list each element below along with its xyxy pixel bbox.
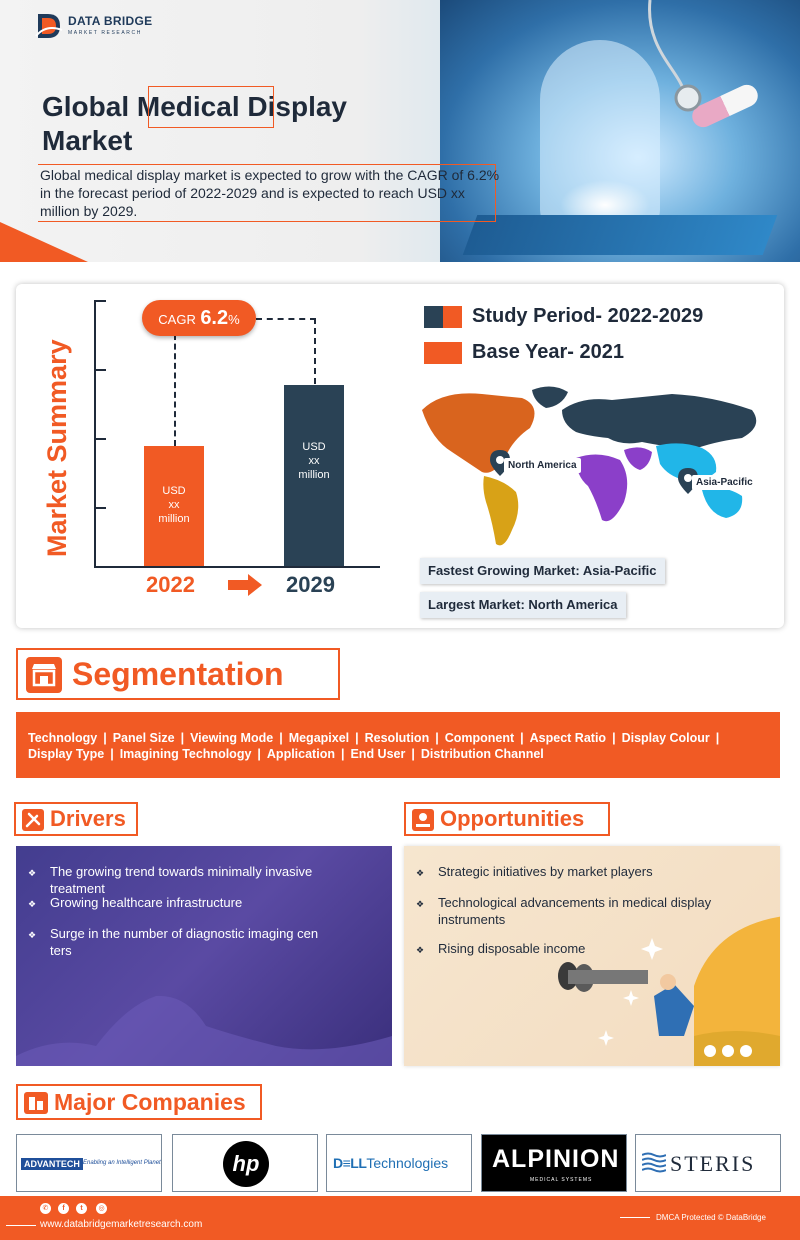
- cagr-value: 6.2: [200, 307, 229, 329]
- orange-corner-decoration: [0, 222, 88, 262]
- title-word-display: Display: [247, 91, 347, 122]
- base-year-text: Base Year- 2021: [472, 341, 624, 363]
- segment-item: Application: [266, 747, 335, 761]
- bar-label-line: xx: [308, 455, 320, 467]
- segment-separator: |: [355, 731, 359, 745]
- bar-2029-label: [284, 440, 344, 482]
- y-tick: [94, 438, 106, 440]
- opportunities-title: Opportunities: [440, 806, 585, 831]
- segment-item: Display Type: [28, 747, 105, 761]
- data-bridge-logo-icon: [34, 10, 64, 42]
- market-summary-label: Market Summary: [42, 339, 72, 557]
- title-word-market: Market: [42, 125, 133, 156]
- cagr-dash-left: [174, 334, 176, 446]
- driver-item: ❖ Surge in the number of diagnostic imaging cen ters: [28, 926, 319, 958]
- title-highlight-box: [148, 86, 274, 128]
- segment-item: End User: [350, 747, 406, 761]
- segment-separator: |: [411, 747, 415, 761]
- segment-item: Distribution Channel: [420, 747, 544, 761]
- segment-item: Viewing Mode: [190, 731, 274, 745]
- advantech-logo: [16, 1134, 162, 1192]
- instagram-icon[interactable]: ◎: [96, 1203, 107, 1214]
- hp-name: hp: [223, 1141, 269, 1187]
- segment-item: Panel Size: [112, 731, 175, 745]
- map-label-north-america: North America: [504, 458, 581, 473]
- steris-name: STERIS: [670, 1151, 756, 1176]
- brand-name: DATA BRIDGE: [68, 14, 153, 28]
- fastest-growing-market: Fastest Growing Market: Asia-Pacific: [420, 558, 665, 584]
- hero-description: Global medical display market is expected to grow with the CAGR of 6.2% in the forecast period of 2022-2029 and is expected to reach USD xx million by 2029.: [40, 167, 500, 219]
- largest-market: Largest Market: North America: [420, 592, 626, 618]
- base-year-swatch: [424, 342, 462, 364]
- lightbulb-hand-icon: [412, 809, 434, 831]
- segmentation-row: [28, 731, 725, 745]
- study-period-text: Study Period- 2022-2029: [472, 305, 704, 327]
- steris-logo: [635, 1134, 781, 1192]
- drivers-heading: [14, 802, 138, 836]
- footer-divider: [6, 1225, 36, 1226]
- segment-separator: |: [257, 747, 261, 761]
- opportunity-item: ❖ Technological advancements in medical display instruments: [416, 895, 712, 927]
- advantech-name: ADVANTECH: [21, 1158, 83, 1170]
- segment-item: Aspect Ratio: [529, 731, 607, 745]
- footer: [0, 1196, 800, 1240]
- segment-separator: |: [612, 731, 616, 745]
- segment-separator: |: [340, 747, 345, 761]
- cagr-badge: [142, 300, 256, 336]
- advantech-tagline: Enabling an Intelligent Planet: [83, 1160, 161, 1166]
- cagr-dash-right: [314, 318, 316, 384]
- bar-label-line: xx: [168, 499, 180, 511]
- cagr-dash-top: [256, 318, 316, 320]
- segment-separator: |: [103, 731, 107, 745]
- y-tick: [94, 300, 106, 302]
- title-word-medical: Medical: [136, 91, 240, 122]
- facebook-icon[interactable]: f: [58, 1203, 69, 1214]
- arrow-right-icon: [228, 574, 262, 596]
- brand-tagline: MARKET RESEARCH: [68, 30, 142, 36]
- steris-wave-icon: [642, 1152, 666, 1174]
- driver-item: ❖ Growing healthcare infrastructure: [28, 895, 243, 910]
- opportunity-item: ❖ Rising disposable income: [416, 941, 586, 956]
- cagr-unit: %: [228, 312, 240, 327]
- world-map-image: [412, 380, 770, 560]
- drivers-panel: [16, 846, 392, 1066]
- website-link[interactable]: www.databridgemarketresearch.com: [40, 1219, 203, 1230]
- alpinion-name: ALPINION: [492, 1145, 620, 1173]
- alpinion-logo: [481, 1134, 627, 1192]
- opportunities-heading: [404, 802, 610, 836]
- segment-separator: |: [180, 731, 185, 745]
- y-tick: [94, 507, 106, 509]
- title-word-global: Global: [42, 91, 130, 122]
- driver-item: ❖ The growing trend towards minimally invasive treatment: [28, 864, 313, 896]
- bar-label-line: USD: [162, 485, 186, 497]
- segment-separator: |: [435, 731, 439, 745]
- map-label-asia-pacific: Asia-Pacific: [692, 475, 757, 490]
- segment-separator: |: [520, 731, 524, 745]
- segment-item: Resolution: [364, 731, 430, 745]
- segment-item: Technology: [28, 731, 98, 745]
- segment-item: Component: [444, 731, 515, 745]
- year-label-2022: 2022: [146, 572, 195, 597]
- major-companies-heading: [16, 1084, 262, 1120]
- tools-icon: [22, 809, 44, 831]
- y-tick: [94, 369, 106, 371]
- dell-name: D≡LLTechnologies: [333, 1155, 449, 1171]
- whatsapp-icon[interactable]: ✆: [40, 1203, 51, 1214]
- segmentation-title: Segmentation: [72, 656, 284, 692]
- bar-label-line: USD: [302, 441, 326, 453]
- stethoscope-icon: [640, 0, 720, 120]
- major-companies-title: Major Companies: [54, 1089, 246, 1115]
- segment-separator: |: [110, 747, 114, 761]
- segmentation-list: [16, 712, 780, 778]
- segment-item: Display Colour: [621, 731, 710, 745]
- twitter-icon[interactable]: t: [76, 1203, 87, 1214]
- segment-item: Imagining Technology: [119, 747, 252, 761]
- segment-item: Megapixel: [288, 731, 350, 745]
- brand-logo: [34, 10, 184, 44]
- segment-separator: |: [279, 731, 283, 745]
- study-period-swatch: [424, 306, 462, 328]
- bar-2022-label: [144, 484, 204, 526]
- tablet-image: [463, 215, 778, 255]
- storefront-icon: [26, 657, 62, 693]
- copyright-text: DMCA Protected © DataBridge: [656, 1213, 766, 1222]
- chart-x-axis: [94, 566, 380, 568]
- bar-label-line: million: [298, 469, 330, 481]
- footer-divider: [620, 1217, 650, 1218]
- hp-logo: [172, 1134, 318, 1192]
- bar-label-line: million: [158, 513, 190, 525]
- chart-y-axis: [94, 300, 96, 568]
- segmentation-heading: [16, 648, 340, 700]
- binoculars-man-illustration: [554, 886, 780, 1066]
- alpinion-subtitle: MEDICAL SYSTEMS: [530, 1177, 593, 1183]
- segment-separator: |: [715, 731, 720, 745]
- year-label-2029: 2029: [286, 572, 335, 597]
- drivers-title: Drivers: [50, 806, 126, 831]
- hero-banner: [0, 0, 800, 262]
- building-icon: [24, 1092, 48, 1114]
- dell-technologies-logo: [326, 1134, 472, 1192]
- segmentation-row: [28, 747, 544, 761]
- opportunity-item: ❖ Strategic initiatives by market players: [416, 864, 653, 879]
- opportunities-panel: [404, 846, 780, 1066]
- cagr-prefix: CAGR: [158, 312, 196, 327]
- decorative-wave: [16, 966, 392, 1066]
